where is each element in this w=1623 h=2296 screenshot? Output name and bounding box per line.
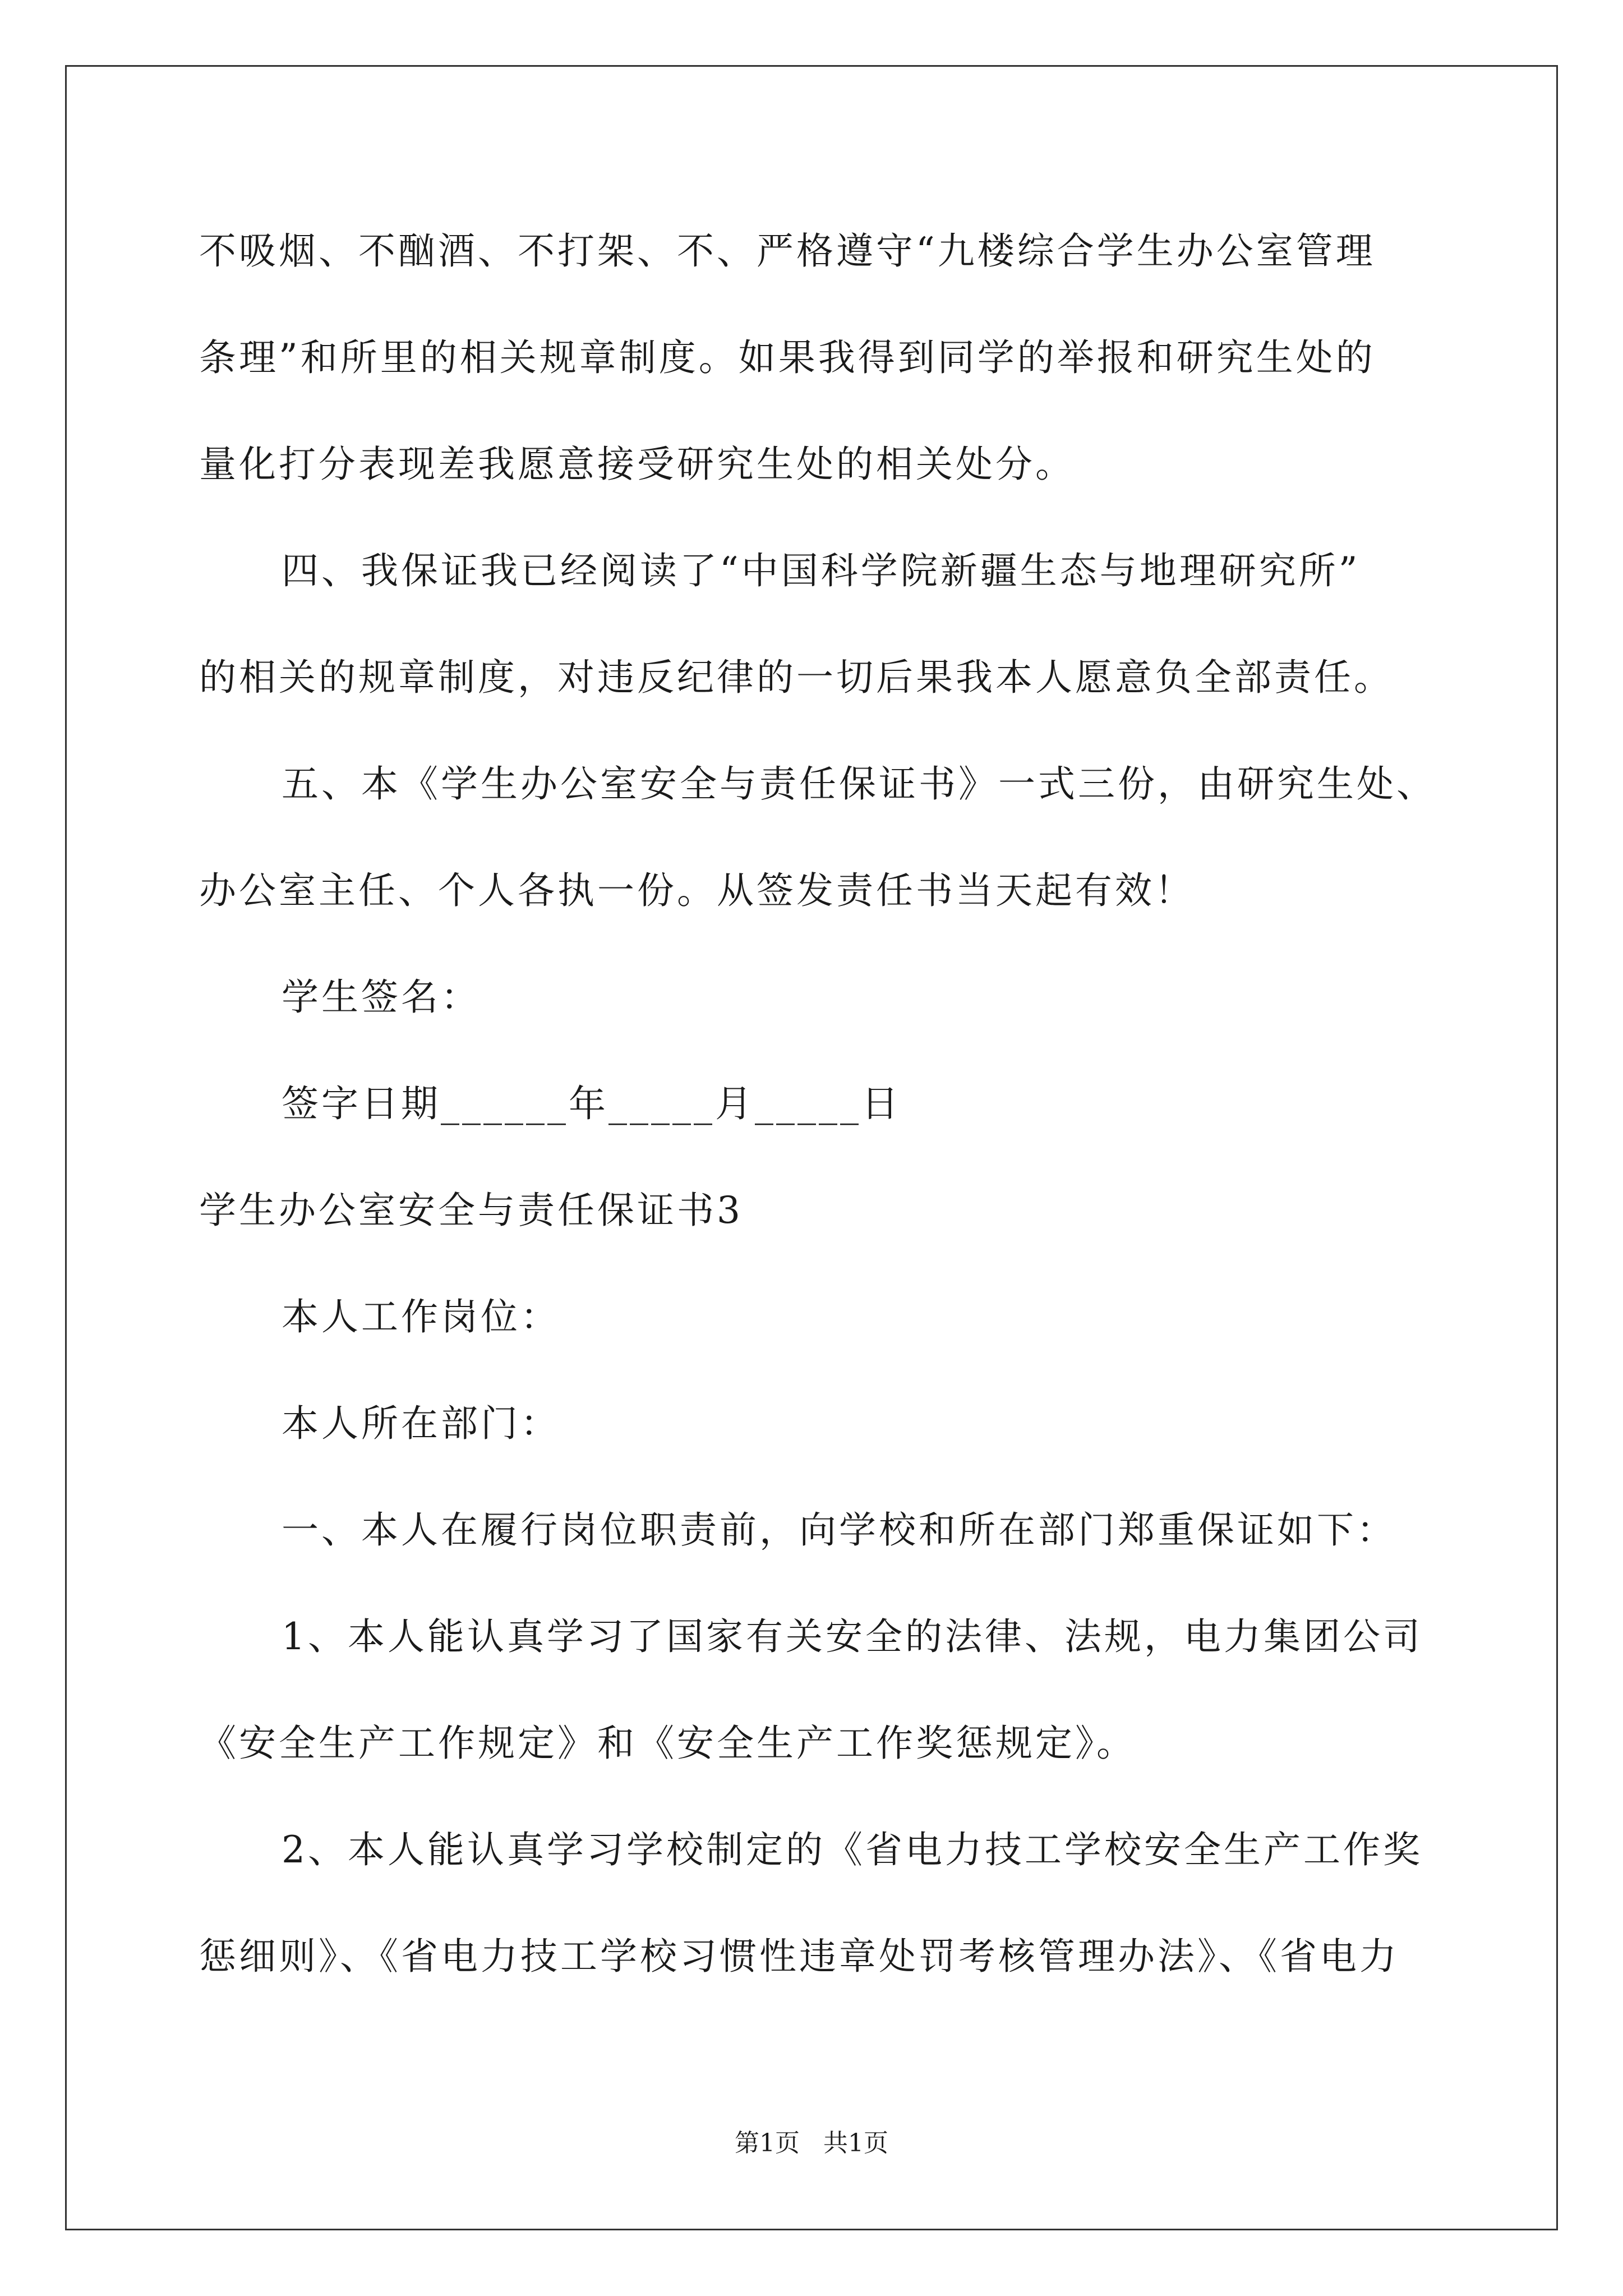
item-one-line: 1、本人能认真学习了国家有关安全的法律、法规，电力集团公司 <box>282 1615 1423 1658</box>
page-border <box>65 65 1558 2230</box>
student-signature-label: 学生签名： <box>282 976 481 1019</box>
paragraph-one-line: 一、本人在履行岗位职责前，向学校和所在部门郑重保证如下： <box>282 1508 1396 1552</box>
department-label: 本人所在部门： <box>282 1402 560 1445</box>
body-line: 条理”和所里的相关规章制度。如果我得到同学的举报和研究生处的 <box>199 336 1376 379</box>
item-two-line: 2、本人能认真学习学校制定的《省电力技工学校安全生产工作奖 <box>282 1828 1423 1871</box>
body-line: 惩细则》、《省电力技工学校习惯性违章处罚考核管理办法》、《省电力 <box>199 1935 1399 1978</box>
job-position-label: 本人工作岗位： <box>282 1295 560 1338</box>
section-title: 学生办公室安全与责任保证书3 <box>199 1189 743 1232</box>
body-line: 量化打分表现差我愿意接受研究生处的相关处分。 <box>199 443 1075 486</box>
paragraph-four-line: 四、我保证我已经阅读了“中国科学院新疆生态与地理研究所” <box>282 549 1361 592</box>
signature-date-label: 签字日期______年_____月_____日 <box>282 1082 901 1125</box>
body-line: 办公室主任、个人各执一份。从签发责任书当天起有效！ <box>199 869 1195 912</box>
body-line: 《安全生产工作规定》和《安全生产工作奖惩规定》。 <box>199 1722 1136 1765</box>
body-line: 的相关的规章制度，对违反纪律的一切后果我本人愿意负全部责任。 <box>199 656 1394 699</box>
page-footer: 第1页 共1页 <box>735 2129 888 2157</box>
body-line: 不吸烟、不酗酒、不打架、不、严格遵守“九楼综合学生办公室管理 <box>199 229 1376 273</box>
paragraph-five-line: 五、本《学生办公室安全与责任保证书》一式三份，由研究生处、 <box>282 762 1436 806</box>
